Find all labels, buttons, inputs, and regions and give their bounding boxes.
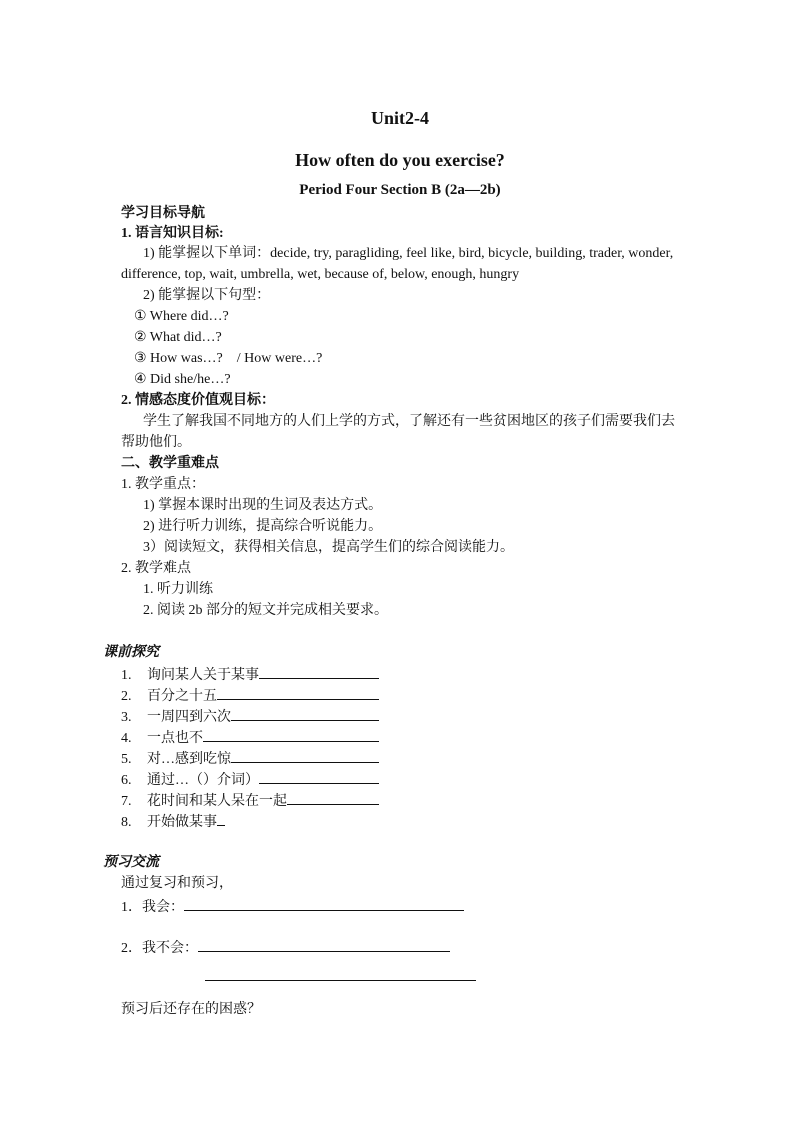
- preview-item-number: 2.: [121, 689, 132, 704]
- preview-item: [121, 706, 379, 728]
- exchange-item-can-label: 1．我会：: [121, 900, 184, 915]
- preview-item-number: 1.: [121, 668, 132, 683]
- preview-item-text: 通过…（）介词）: [147, 773, 259, 788]
- preview-item-text: 开始做某事: [147, 815, 217, 830]
- sentence-pattern-4: ④ Did she/he…?: [134, 372, 231, 387]
- focus-item-2: 2) 进行听力训练，提高综合听说能力。: [143, 519, 383, 534]
- preview-item: [121, 685, 379, 707]
- difficulty-heading: 2. 教学难点: [121, 561, 191, 576]
- answer-blank[interactable]: [217, 811, 225, 826]
- difficulty-item-1: 1. 听力训练: [143, 582, 213, 597]
- preview-item-text: 花时间和某人呆在一起: [147, 794, 287, 809]
- preview-item: [121, 769, 379, 791]
- exchange-item-can: [121, 896, 464, 918]
- focus-heading: 1. 教学重点：: [121, 477, 205, 492]
- emotion-goals-line-1: 学生了解我国不同地方的人们上学的方式，了解还有一些贫困地区的孩子们需要我们去: [143, 414, 675, 429]
- exchange-intro: 通过复习和预习，: [121, 876, 233, 891]
- vocab-line-1: 1) 能掌握以下单词：decide, try, paragliding, feel like, bird, bicycle, building, trader, wonder,: [143, 246, 674, 261]
- cannot-answer-line-2[interactable]: [205, 966, 476, 981]
- cannot-answer-line[interactable]: [198, 937, 450, 952]
- preview-item: [121, 748, 379, 770]
- answer-blank[interactable]: [203, 727, 379, 742]
- key-points-heading: 二、教学重难点: [121, 456, 219, 471]
- preview-item-number: 8.: [121, 815, 132, 830]
- preview-item-text: 一点也不: [147, 731, 203, 746]
- lesson-title: How often do you exercise?: [295, 150, 505, 170]
- preview-item-text: 询问某人关于某事: [147, 668, 259, 683]
- preview-item-number: 5.: [121, 752, 132, 767]
- can-answer-line[interactable]: [184, 896, 464, 911]
- unit-title: Unit2-4: [371, 108, 429, 128]
- sentence-pattern-1: ① Where did…?: [134, 309, 229, 324]
- preview-item: [121, 790, 379, 812]
- answer-blank[interactable]: [217, 685, 379, 700]
- difficulty-item-2: 2. 阅读 2b 部分的短文并完成相关要求。: [143, 603, 388, 618]
- exchange-heading: 预习交流: [103, 855, 159, 870]
- remaining-questions: 预习后还存在的困惑？: [121, 1002, 261, 1017]
- answer-blank[interactable]: [259, 769, 379, 784]
- focus-item-1: 1) 掌握本课时出现的生词及表达方式。: [143, 498, 383, 513]
- answer-blank[interactable]: [231, 748, 379, 763]
- language-goals-heading: 1. 语言知识目标:: [121, 226, 224, 241]
- answer-blank[interactable]: [231, 706, 379, 721]
- exchange-item-cannot: [121, 937, 450, 959]
- period-subtitle: Period Four Section B (2a—2b): [299, 182, 501, 198]
- preview-item-number: 4.: [121, 731, 132, 746]
- preview-item: [121, 664, 379, 686]
- vocab-line-2: difference, top, wait, umbrella, wet, because of, below, enough, hungry: [121, 267, 520, 282]
- preview-item-text: 对…感到吃惊: [147, 752, 231, 767]
- goals-heading: 学习目标导航: [121, 206, 205, 221]
- answer-blank[interactable]: [287, 790, 379, 805]
- preview-item-text: 百分之十五: [147, 689, 217, 704]
- preview-heading: 课前探究: [103, 645, 159, 660]
- exchange-item-cannot-label: 2．我不会：: [121, 941, 198, 956]
- emotion-goals-heading: 2. 情感态度价值观目标：: [121, 393, 275, 408]
- emotion-goals-line-2: 帮助他们。: [121, 435, 191, 450]
- sentence-pattern-2: ② What did…?: [134, 330, 222, 345]
- preview-item-text: 一周四到六次: [147, 710, 231, 725]
- focus-item-3: 3）阅读短文，获得相关信息，提高学生们的综合阅读能力。: [143, 540, 514, 555]
- sentence-pattern-3: ③ How was…? / How were…?: [134, 351, 323, 366]
- preview-item-number: 7.: [121, 794, 132, 809]
- preview-item: [121, 727, 379, 749]
- preview-item-number: 3.: [121, 710, 132, 725]
- preview-item: [121, 811, 225, 833]
- preview-item-number: 6.: [121, 773, 132, 788]
- sentence-patterns-intro: 2) 能掌握以下句型：: [143, 288, 271, 303]
- answer-blank[interactable]: [259, 664, 379, 679]
